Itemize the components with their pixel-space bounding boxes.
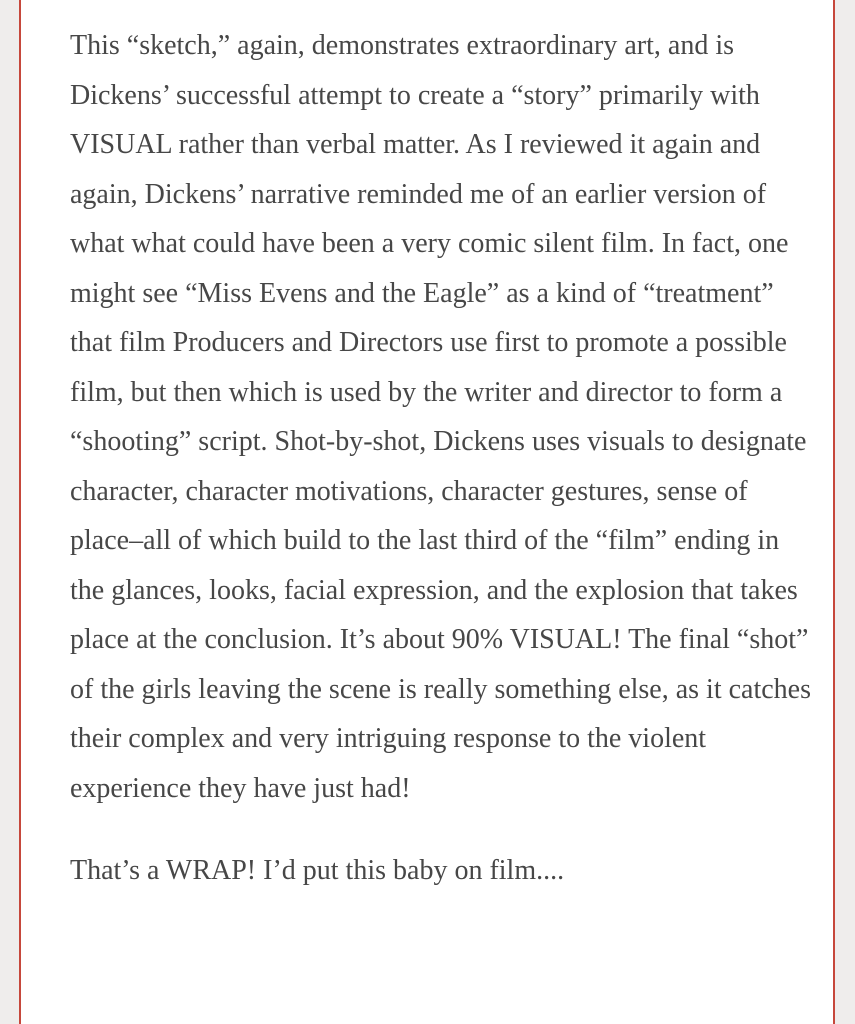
comment-body — [19, 0, 835, 1024]
comment-paragraph: That’s a WRAP! I’d put this baby on film.... — [70, 855, 565, 886]
comment-paragraph: This “sketch,” again, demonstrates extraordinary art, and is Dickens’ successful attempt to create a “story” primarily with VISUAL rather than verbal matter. As I reviewed it again and again, Dickens’ narrative reminded me of an earlier version of what what could have been a very comic silent film. In fact, one might see “Miss Evens and the Eagle” as a kind of “treatment” that film Producers and Directors use first to promote a possible film, but then which is used by the writer and director to form a “shooting” script. Shot-by-shot, Dickens uses visuals to designate character, character motivations, character gestures, sense of place–all of which build to the last third of the “film” ending in the glances, looks, facial expression, and the explosion that takes place at the conclusion. It’s about 90% VISUAL! The final “shot” of the girls leaving the scene is really something else, as it catches their complex and very intriguing response to the violent experience they have just had! — [70, 30, 811, 804]
